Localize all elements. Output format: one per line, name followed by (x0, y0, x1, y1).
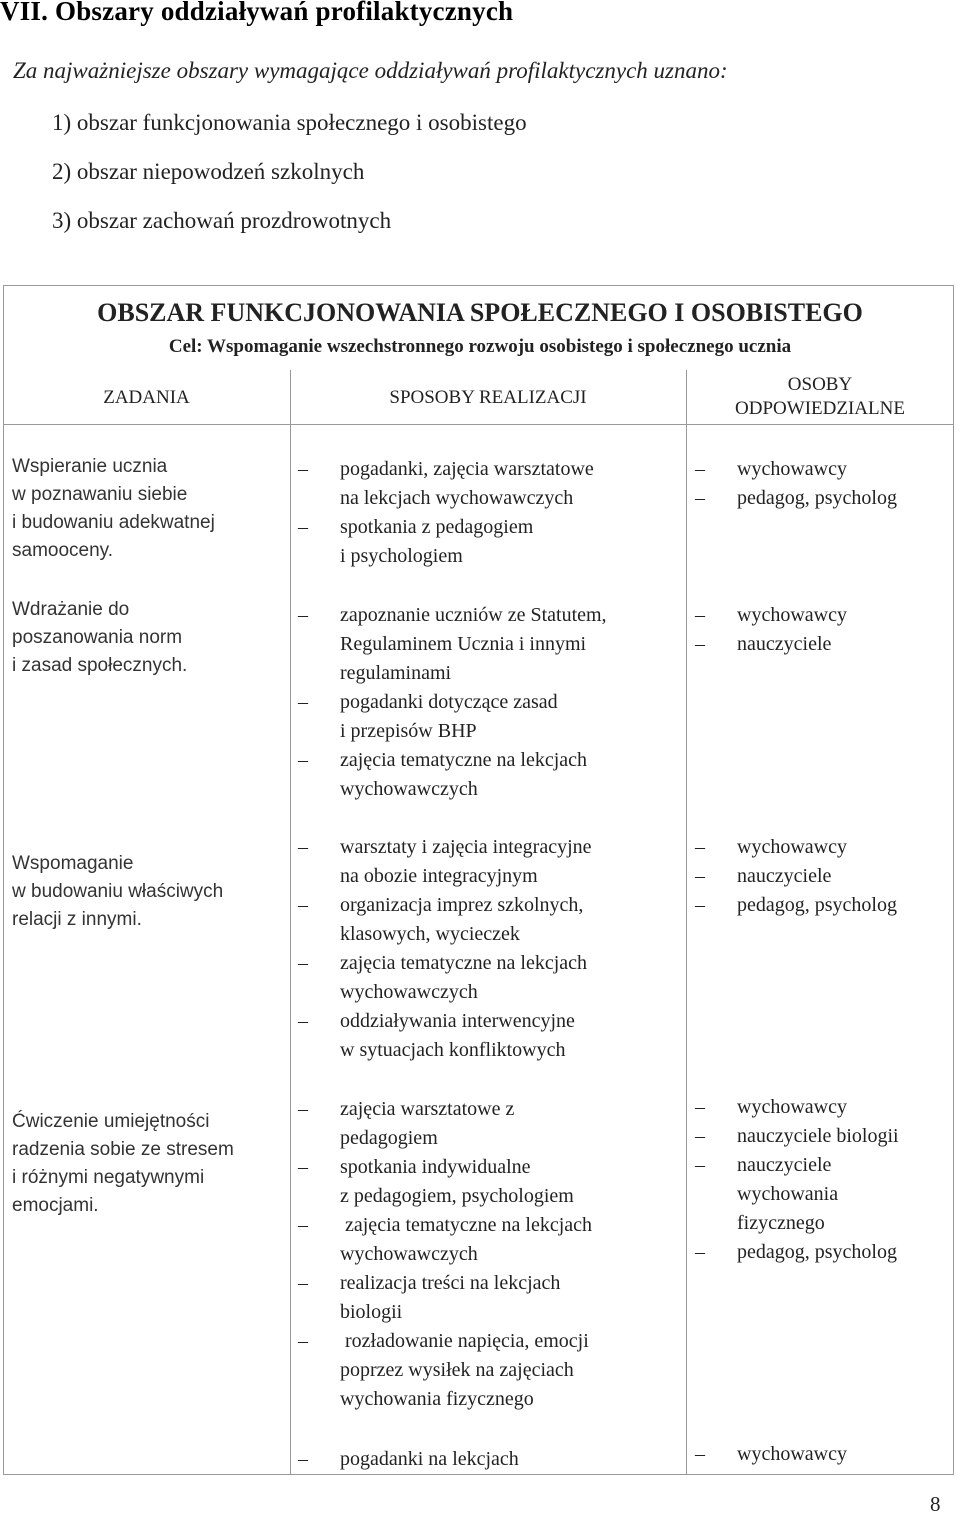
dash-bullet: – (695, 604, 705, 626)
item-line: wychowawcy (737, 604, 847, 626)
dash-bullet: – (695, 1096, 705, 1118)
task-line: i różnymi negatywnymi (12, 1167, 205, 1188)
item-line: wychowawcy (737, 458, 847, 480)
way-item (298, 891, 678, 949)
item-line: wychowania (737, 1183, 839, 1205)
item-line: z pedagogiem, psychologiem (340, 1185, 574, 1207)
way-item (298, 949, 678, 1007)
dash-bullet: – (298, 604, 308, 626)
item-line: poprzez wysiłek na zajęciach (340, 1359, 574, 1381)
task-line: relacji z innymi. (12, 909, 142, 930)
task-line: Wspomaganie (12, 853, 134, 874)
list-item: 1) obszar funkcjonowania społecznego i osobistego (52, 110, 527, 135)
responsible-item (695, 1440, 955, 1469)
responsible-item (695, 455, 955, 484)
item-line: w sytuacjach konfliktowych (340, 1039, 566, 1061)
item-line: zapoznanie uczniów ze Statutem, (340, 604, 607, 626)
item-line: wychowawcy (737, 836, 847, 858)
task-line: w poznawaniu siebie (12, 484, 188, 505)
item-line: biologii (340, 1301, 403, 1323)
dash-bullet: – (298, 1272, 308, 1294)
responsible-item (695, 601, 955, 630)
dash-bullet: – (695, 865, 705, 887)
dash-bullet: – (298, 516, 308, 538)
responsible-item (695, 1093, 955, 1122)
responsible-list (695, 601, 955, 659)
way-item (298, 1445, 678, 1474)
item-line: pogadanki na lekcjach (340, 1448, 519, 1470)
item-line: regulaminami (340, 662, 452, 684)
task-cell (12, 453, 282, 565)
table-goal: Cel: Wspomaganie wszechstronnego rozwoju osobistego i społecznego ucznia (168, 336, 792, 357)
responsible-list (695, 455, 955, 513)
responsible-list (695, 833, 955, 920)
way-item (298, 1269, 678, 1327)
item-line: i psychologiem (340, 545, 463, 567)
areas-list (52, 110, 527, 257)
column-divider (290, 370, 291, 1475)
dash-bullet: – (695, 894, 705, 916)
responsible-item (695, 484, 955, 513)
item-line: pogadanki, zajęcia warsztatowe (340, 458, 594, 480)
task-line: Wspieranie ucznia (12, 456, 168, 477)
dash-bullet: – (695, 633, 705, 655)
column-header-ways: SPOSOBY REALIZACJI (389, 387, 587, 408)
item-line: wychowawczych (340, 1243, 478, 1265)
responsible-item (695, 1122, 955, 1151)
column-divider (686, 370, 687, 1475)
list-item: 3) obszar zachowań prozdrowotnych (52, 208, 392, 233)
dash-bullet: – (298, 952, 308, 974)
column-header-line: ODPOWIEDZIALNE (735, 398, 905, 419)
item-line: pedagogiem (340, 1127, 438, 1149)
ways-list (298, 455, 678, 571)
way-item (298, 455, 678, 513)
dash-bullet: – (695, 487, 705, 509)
table-title: OBSZAR FUNKCJONOWANIA SPOŁECZNEGO I OSOBISTEGO (97, 298, 863, 327)
task-cell (12, 850, 282, 934)
section-heading: VII. Obszary oddziaływań profilaktycznych (0, 0, 514, 26)
responsible-item (695, 833, 955, 862)
dash-bullet: – (298, 1214, 308, 1236)
item-line: zajęcia tematyczne na lekcjach (340, 749, 588, 771)
task-line: w budowaniu właściwych (12, 881, 224, 902)
item-line: pedagog, psycholog (737, 894, 897, 916)
item-line: na obozie integracyjnym (340, 865, 538, 887)
dash-bullet: – (298, 749, 308, 771)
way-item (298, 833, 678, 891)
task-cell (12, 596, 282, 680)
item-line: warsztaty i zajęcia integracyjne (340, 836, 592, 858)
dash-bullet: – (695, 1125, 705, 1147)
responsible-item (695, 1151, 955, 1238)
item-line: wychowawczych (340, 981, 478, 1003)
responsible-item (695, 1238, 955, 1267)
dash-bullet: – (695, 1154, 705, 1176)
item-line: zajęcia warsztatowe z (340, 1098, 515, 1120)
responsible-item (695, 891, 955, 920)
task-cell (12, 1108, 282, 1220)
item-line: spotkania z pedagogiem (340, 516, 534, 538)
item-line: nauczyciele (737, 1154, 832, 1176)
item-line: wychowania fizycznego (340, 1388, 534, 1410)
dash-bullet: – (695, 1241, 705, 1263)
dash-bullet: – (695, 836, 705, 858)
way-item (298, 746, 678, 804)
item-line: nauczyciele (737, 865, 832, 887)
responsible-list (695, 1440, 955, 1469)
item-line: nauczyciele (737, 633, 832, 655)
task-line: poszanowania norm (12, 627, 183, 648)
dash-bullet: – (298, 894, 308, 916)
dash-bullet: – (695, 458, 705, 480)
column-header-line: OSOBY (787, 374, 853, 395)
ways-list (298, 601, 678, 804)
list-item: 2) obszar niepowodzeń szkolnych (52, 159, 365, 184)
header-divider (3, 424, 954, 425)
item-line: wychowawczych (340, 778, 478, 800)
task-line: i zasad społecznych. (12, 655, 188, 676)
task-line: i budowaniu adekwatnej (12, 512, 215, 533)
dash-bullet: – (298, 1098, 308, 1120)
item-line: i przepisów BHP (340, 720, 477, 742)
responsible-list (695, 1093, 955, 1267)
way-item (298, 513, 678, 571)
item-line: pogadanki dotyczące zasad (340, 691, 558, 713)
column-header-responsible (686, 373, 954, 421)
dash-bullet: – (298, 1010, 308, 1032)
item-line: realizacja treści na lekcjach (340, 1272, 561, 1294)
task-line: radzenia sobie ze stresem (12, 1139, 234, 1160)
dash-bullet: – (298, 1448, 308, 1470)
task-line: Ćwiczenie umiejętności (12, 1111, 210, 1132)
dash-bullet: – (695, 1443, 705, 1465)
column-header-tasks: ZADANIA (103, 387, 190, 408)
way-item (298, 1327, 678, 1414)
way-item (298, 601, 678, 688)
item-line: Regulaminem Ucznia i innymi (340, 633, 587, 655)
item-line: organizacja imprez szkolnych, (340, 894, 584, 916)
way-item (298, 688, 678, 746)
item-line: wychowawcy (737, 1096, 847, 1118)
item-line: oddziaływania interwencyjne (340, 1010, 575, 1032)
responsible-item (695, 630, 955, 659)
item-line: fizycznego (737, 1212, 825, 1234)
task-line: emocjami. (12, 1195, 99, 1216)
responsible-item (695, 862, 955, 891)
dash-bullet: – (298, 691, 308, 713)
way-item (298, 1007, 678, 1065)
item-line: na lekcjach wychowawczych (340, 487, 574, 509)
item-line: rozładowanie napięcia, emocji (340, 1330, 589, 1352)
way-item (298, 1095, 678, 1153)
way-item (298, 1153, 678, 1211)
item-line: pedagog, psycholog (737, 487, 897, 509)
page-number: 8 (930, 1492, 941, 1516)
way-item (298, 1211, 678, 1269)
intro-text: Za najważniejsze obszary wymagające oddziaływań profilaktycznych uznano: (13, 58, 728, 83)
item-line: klasowych, wycieczek (340, 923, 520, 945)
item-line: pedagog, psycholog (737, 1241, 897, 1263)
item-line: zajęcia tematyczne na lekcjach (340, 952, 588, 974)
item-line: spotkania indywidualne (340, 1156, 531, 1178)
dash-bullet: – (298, 1330, 308, 1352)
item-line: nauczyciele biologii (737, 1125, 899, 1147)
ways-list (298, 1095, 678, 1414)
dash-bullet: – (298, 836, 308, 858)
dash-bullet: – (298, 458, 308, 480)
task-line: Wdrażanie do (12, 599, 130, 620)
item-line: wychowawcy (737, 1443, 847, 1465)
ways-list (298, 1445, 678, 1474)
dash-bullet: – (298, 1156, 308, 1178)
item-line: zajęcia tematyczne na lekcjach (340, 1214, 593, 1236)
task-line: samooceny. (12, 540, 114, 561)
ways-list (298, 833, 678, 1065)
